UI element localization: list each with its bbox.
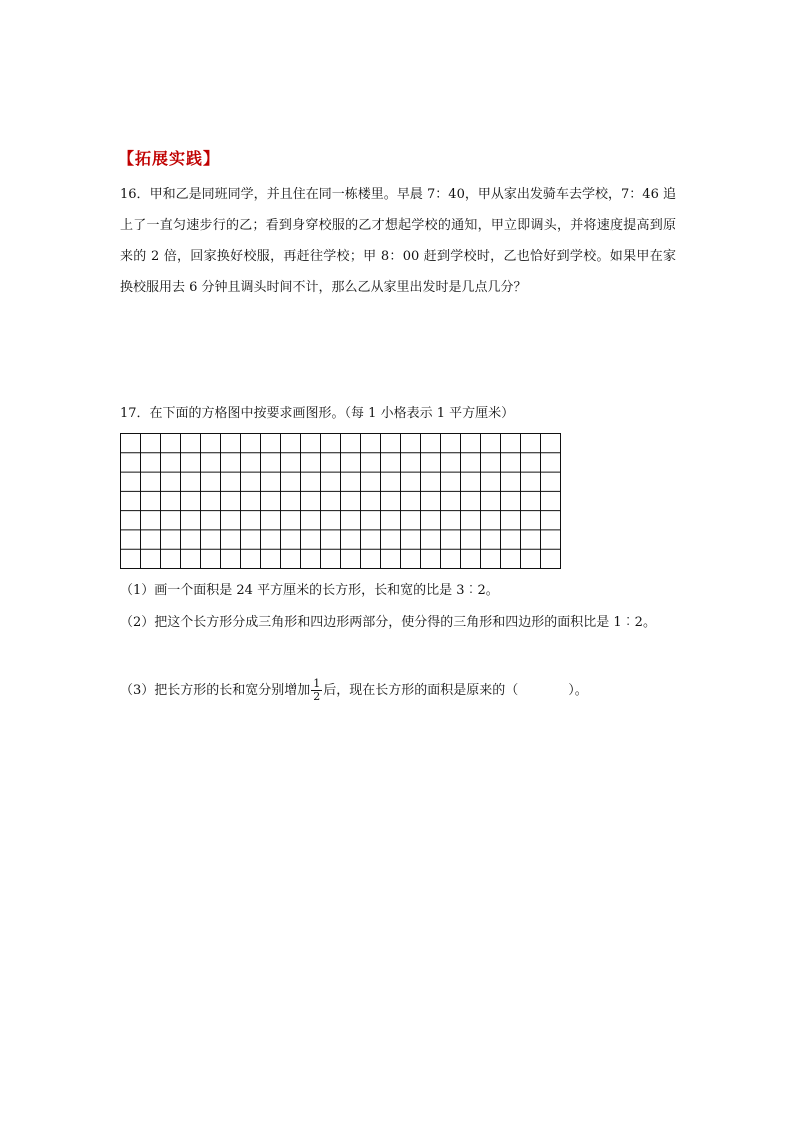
grid-lines	[120, 433, 561, 569]
fraction-denominator: 2	[313, 690, 321, 703]
square-grid[interactable]	[120, 433, 561, 569]
part-3-text-start: （3）把长方形的长和宽分别增加	[120, 683, 311, 698]
question-17-part-2: （2）把这个长方形分成三角形和四边形两部分，使分得的三角形和四边形的面积比是 1︰2。	[120, 615, 656, 630]
question-17-prompt: 17．在下面的方格图中按要求画图形。（每 1 小格表示 1 平方厘米）	[120, 406, 515, 421]
question-17-part-1: （1）画一个面积是 24 平方厘米的长方形，长和宽的比是 3︰2。	[120, 583, 499, 598]
part-3-text-middle: 后，现在长方形的面积是原来的（	[323, 683, 519, 698]
part-3-text-end: ）。	[568, 683, 588, 698]
fraction-numerator: 1	[313, 677, 321, 690]
section-title: 【拓展实践】	[118, 149, 221, 168]
question-16: 16．甲和乙是同班同学，并且住在同一栋楼里。早晨 7：40，甲从家出发骑车去学校，7：46 追上了一直匀速步行的乙；看到身穿校服的乙才想起学校的通知，甲立即调头，并将速度提高到原来的 2 倍，回家换好校服，再赶往学校；甲 8：00 赶到学校时，乙也恰好到学校。如果甲在家换校服用去 6 分钟且调头时间不计，那么乙从家里出发时是几点几分？	[120, 187, 676, 295]
fraction-one-half	[311, 678, 322, 703]
question-17-part-3	[120, 675, 680, 706]
